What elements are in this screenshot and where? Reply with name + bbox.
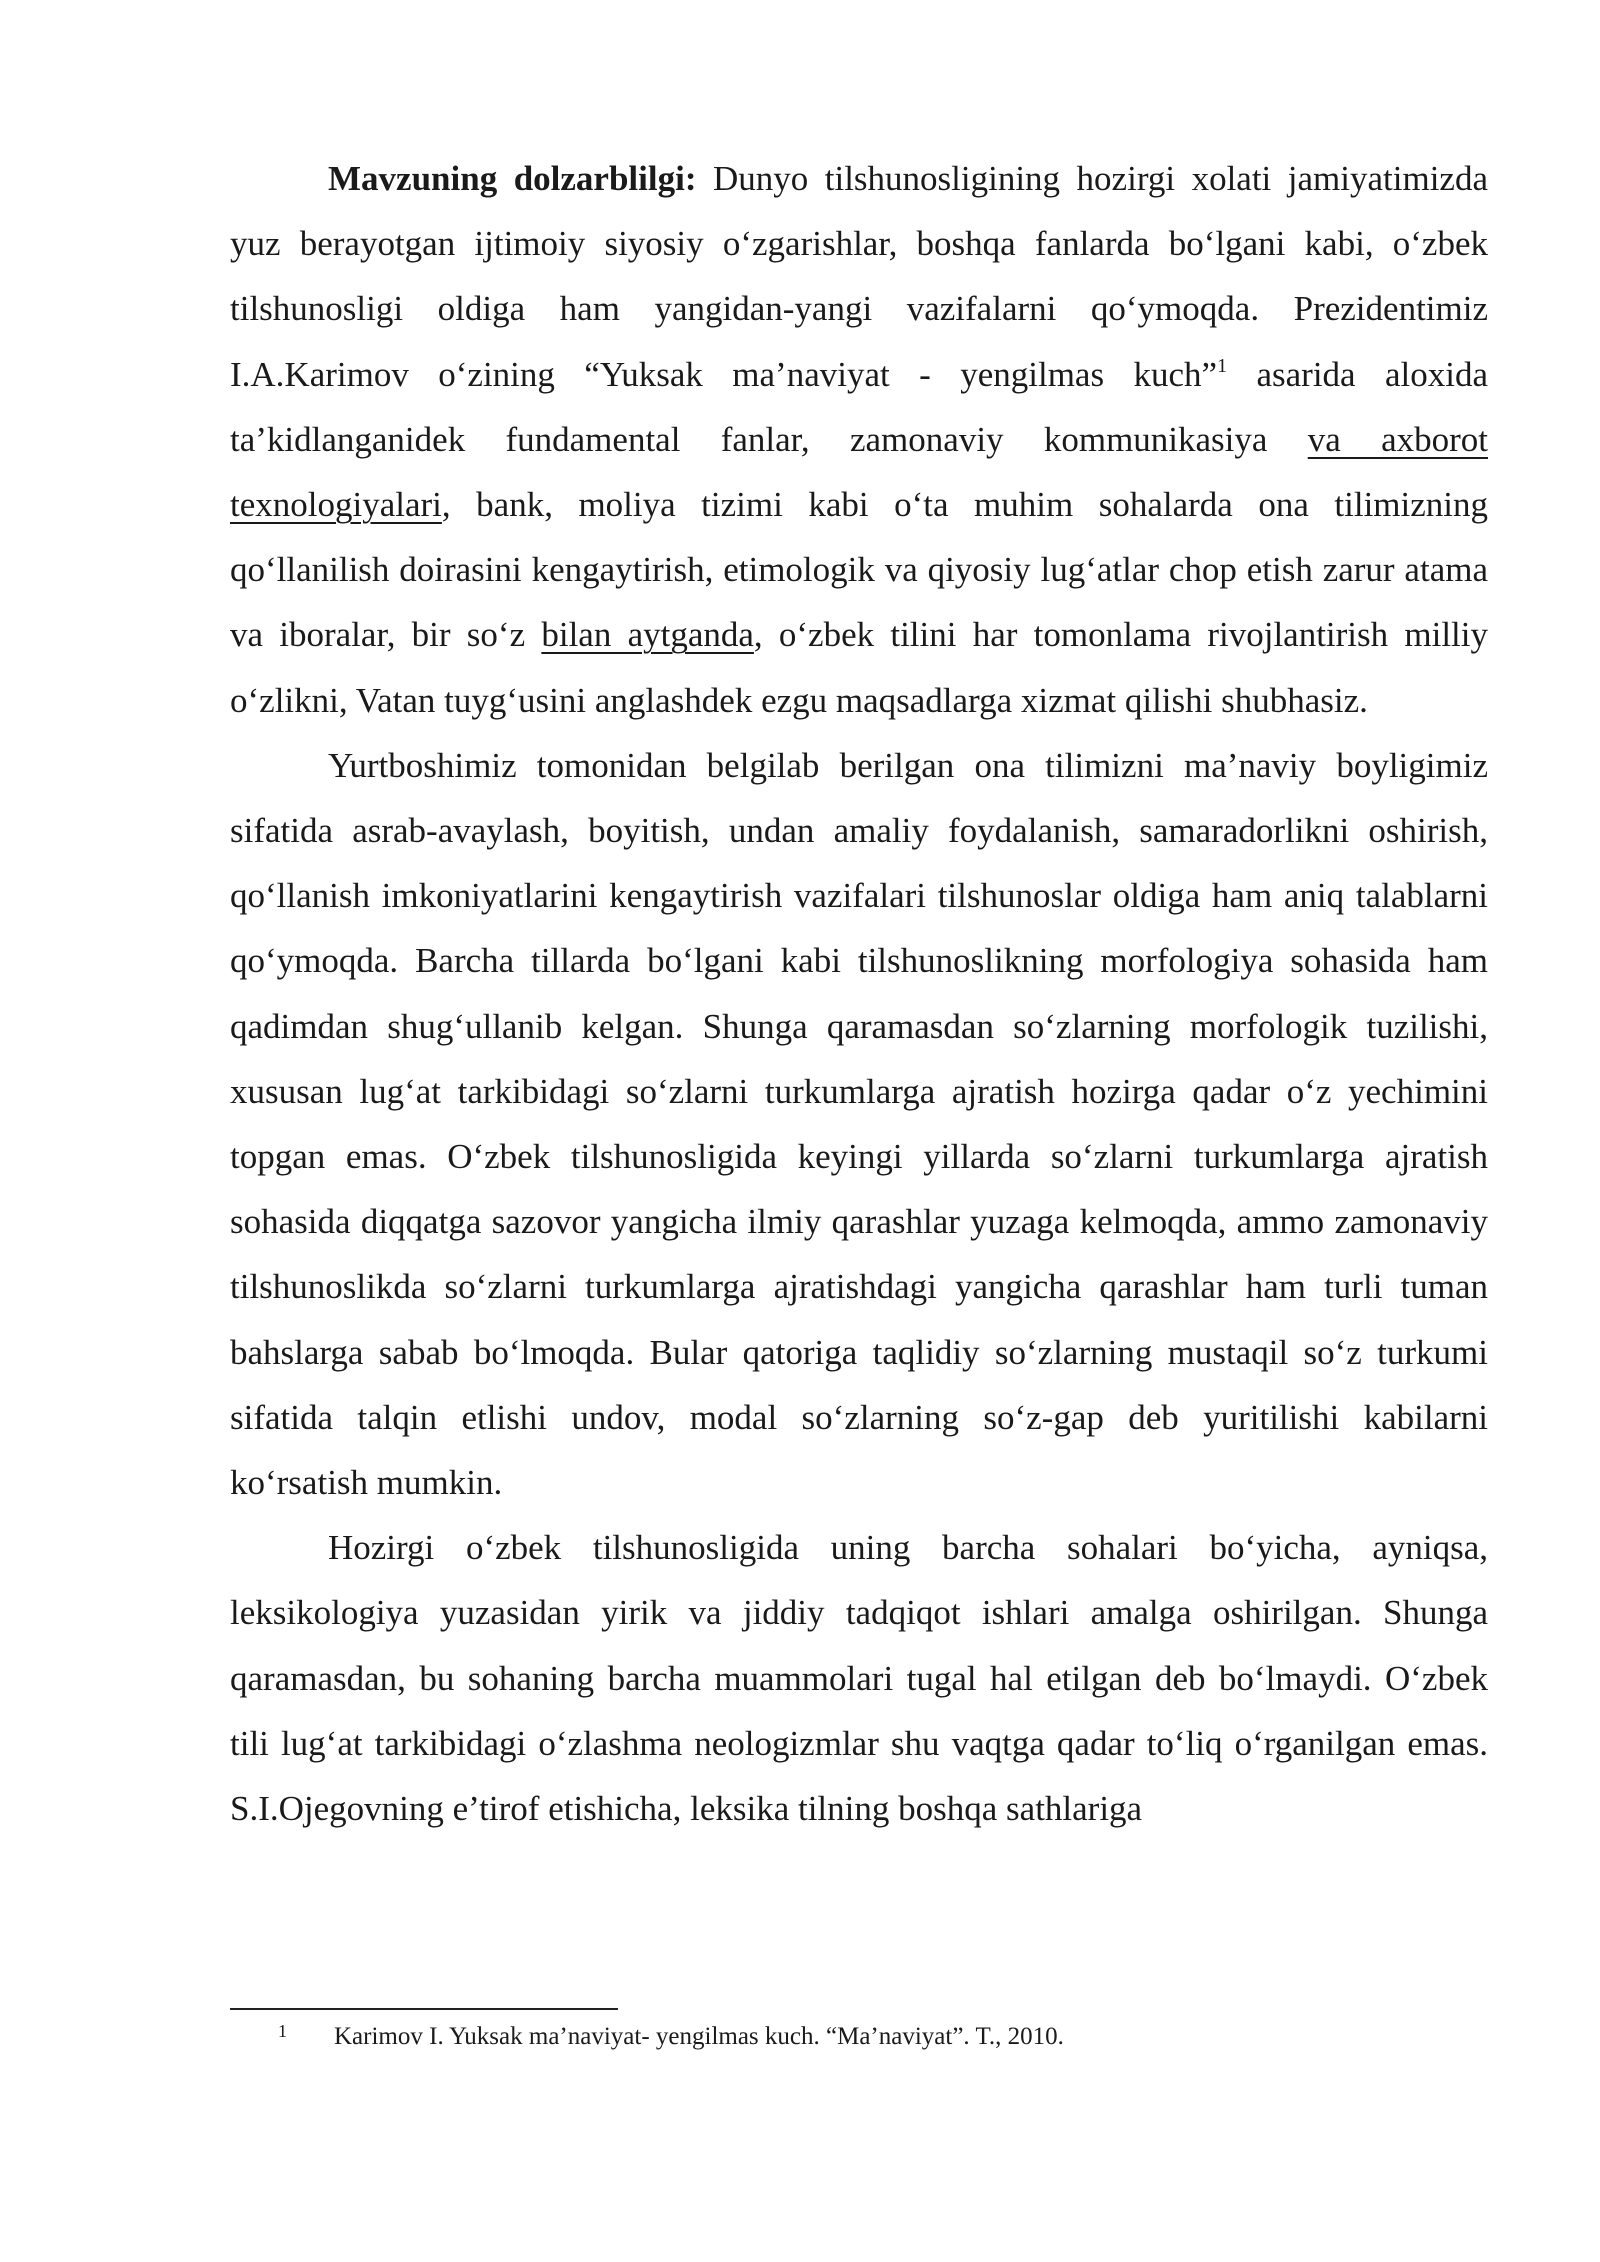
text-run: , bank, moliya tizimi kabi o‘ta muhim sohalarda ona tilimizning qo‘llanilish doirasini kengaytirish, etimologik va qiyosiy lug‘atlar chop etish zarur atama va iboralar, bir so‘z — [230, 485, 1488, 655]
footnote-text: Karimov I. Yuksak ma’naviyat- yengilmas kuch. “Ma’naviyat”. T., 2010. — [334, 2023, 1064, 2050]
text-run: Dunyo tilshunosligining hozirgi xolati jamiyatimizda yuz berayotgan ijtimoiy siyosiy o‘zgarishlar, boshqa fanlarda bo‘lgani kabi, o‘zbek tilshunosligi oldiga ham yangidan-yangi vazifalarni qo‘ymoqda. Prezidentimiz I.A.Karimov o‘zining “Yuksak ma’naviyat - yengilmas kuch” — [230, 159, 1488, 394]
underlined-text: bilan aytganda — [541, 615, 754, 655]
paragraph-heading: Mavzuning dolzarblilgi: — [328, 159, 697, 198]
body-text — [230, 146, 1488, 1841]
paragraph-2: Yurtboshimiz tomonidan belgilab berilgan ona tilimizni ma’naviy boyligimiz sifatida asrab-avaylash, boyitish, undan amaliy foydalanish, samaradorlikni oshirish, qo‘llanish imkoniyatlarini kengaytirish vazifalari tilshunoslar oldiga ham aniq talablarni qo‘ymoqda. Barcha tillarda bo‘lgani kabi tilshunoslikning morfologiya sohasida ham qadimdan shug‘ullanib kelgan. Shunga qaramasdan so‘zlarning morfologik tuzilishi, xususan lug‘at tarkibidagi so‘zlarni turkumlarga ajratish hozirga qadar o‘z yechimini topgan emas. O‘zbek tilshunosligida keyingi yillarda so‘zlarni turkumlarga ajratish sohasida diqqatga sazovor yangicha ilmiy qarashlar yuzaga kelmoqda, ammo zamonaviy tilshunoslikda so‘zlarni turkumlarga ajratishdagi yangicha qarashlar ham turli tuman bahslarga sabab bo‘lmoqda. Bular qatoriga taqlidiy so‘zlarning mustaqil so‘z turkumi sifatida talqin etlishi undov, modal so‘zlarning so‘z-gap deb yuritilishi kabilarni ko‘rsatish mumkin. — [230, 745, 1488, 1503]
text-run: , o‘zbek tilini har tomonlama rivojlantirish milliy o‘zlikni, Vatan tuyg‘usini anglashdek ezgu maqsadlarga xizmat qilishi shubhasiz. — [230, 615, 1489, 720]
paragraph-1 — [230, 146, 1488, 733]
footnote-separator — [230, 2008, 618, 2010]
text-run: asarida aloxida ta’kidlanganidek fundamental fanlar, zamonaviy kommunikasiya — [230, 354, 1489, 459]
paragraph-3: Hozirgi o‘zbek tilshunosligida uning barcha sohalari bo‘yicha, ayniqsa, leksikologiya yuzasidan yirik va jiddiy tadqiqot ishlari amalga oshirilgan. Shunga qaramasdan, bu sohaning barcha muammolari tugal hal etilgan deb bo‘lmaydi. O‘zbek tili lug‘at tarkibidagi o‘zlashma neologizmlar shu vaqtga qadar to‘liq o‘rganilgan emas. S.I.Ojegovning e’tirof etishicha, leksika tilning boshqa sathlariga — [230, 1528, 1488, 1829]
underlined-text: va axborot texnologiyalari — [230, 419, 1489, 525]
footnote-number: 1 — [278, 2021, 287, 2041]
footnote-reference[interactable]: 1 — [1217, 354, 1228, 377]
